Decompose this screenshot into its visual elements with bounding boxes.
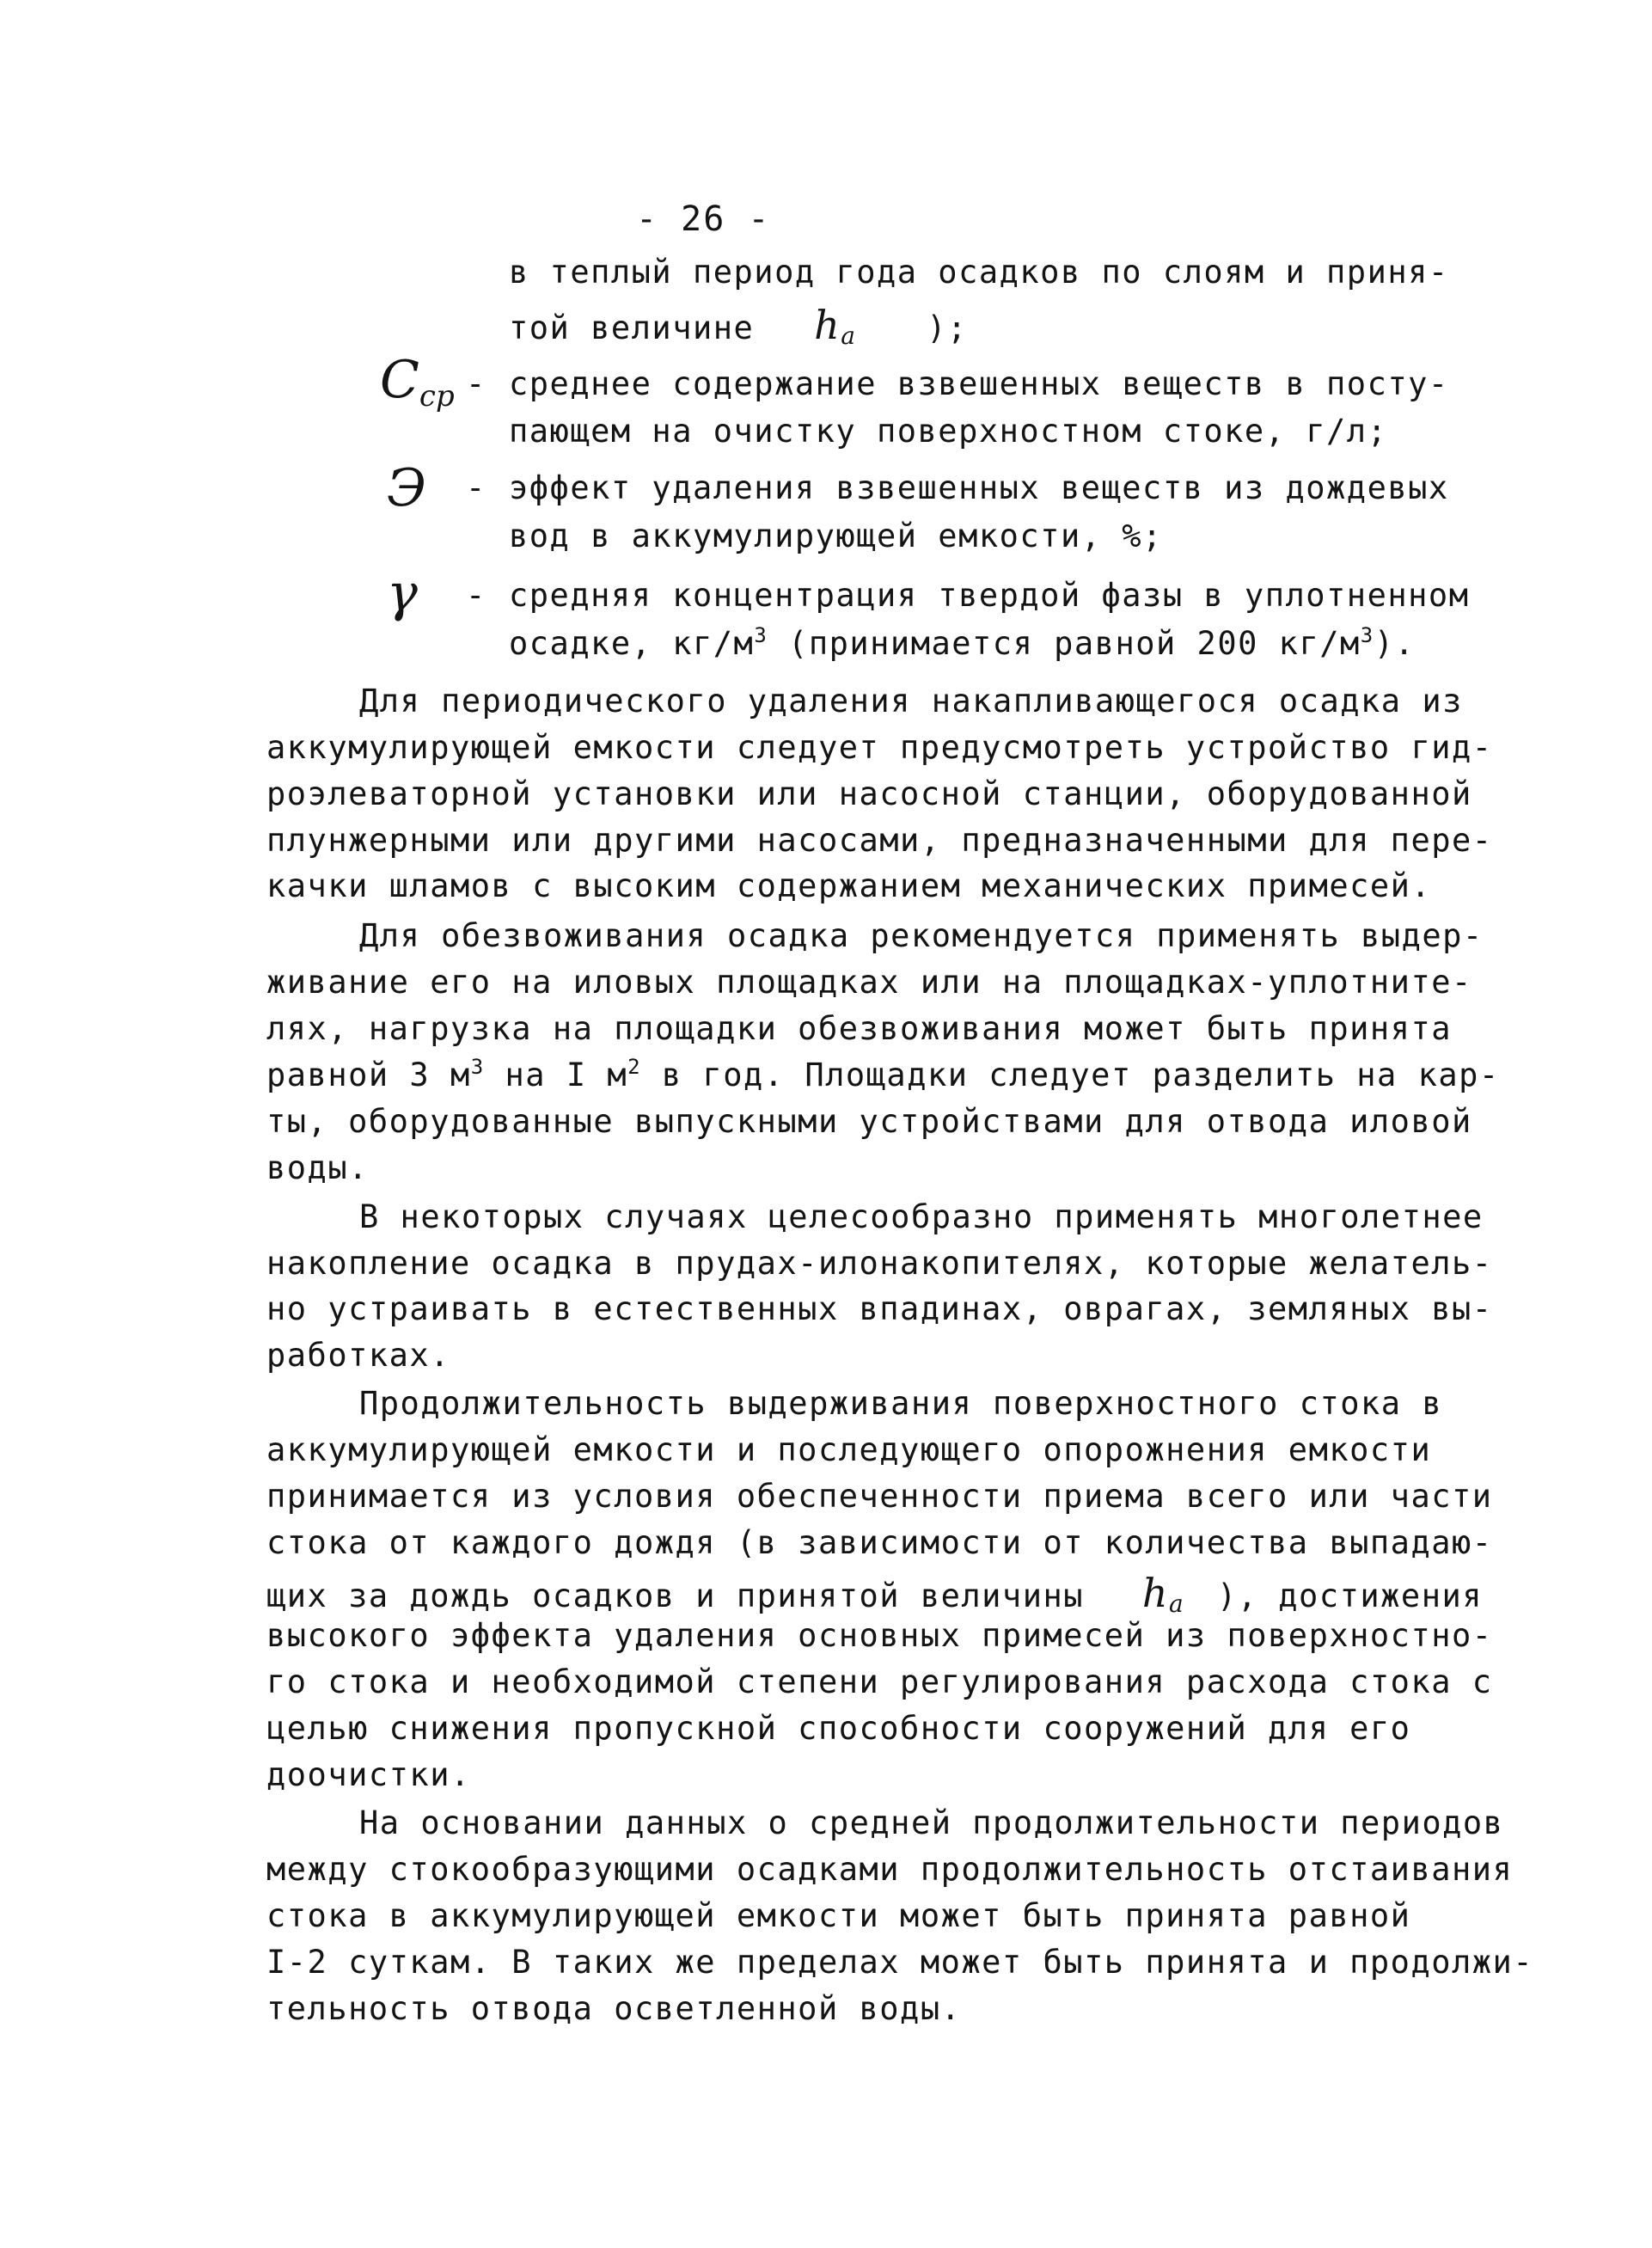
definition-e-line-2: вод в аккумулирующей емкости, %; (509, 518, 1163, 554)
paragraph-1-line-2: аккумулирующей емкости следует предусмотреть устройство гид- (266, 729, 1493, 766)
paragraph-2-line-6: воды. (266, 1149, 369, 1186)
paragraph-2-line-3: лях, нагрузка на площадки обезвоживания может быть принята (266, 1010, 1453, 1047)
paragraph-3-line-2: накопление осадка в прудах-илонакопителях, которые желатель- (266, 1245, 1493, 1282)
paragraph-2-line-1: Для обезвоживания осадка рекомендуется применять выдер- (359, 917, 1484, 954)
paragraph-3-line-4: работках. (266, 1337, 450, 1374)
symbol-h-a: $h_a$ (1141, 1570, 1185, 1618)
paragraph-4-line-1: Продолжительность выдерживания поверхностного стока в (359, 1385, 1443, 1422)
paragraph-1-line-3: роэлеваторной установки или насосной станции, оборудованной (266, 775, 1472, 812)
paragraph-2-line-4: равной 3 $м^3$ на I $м^2$ в год. Площадки следует разделить на кар- (266, 1055, 1500, 1093)
paragraph-4-line-9: доочистки. (266, 1756, 471, 1793)
paragraph-1-line-1: Для периодического удаления накапливающегося осадка из (359, 683, 1463, 720)
definition-c-sr-line-2: пающем на очистку поверхностном стоке, г/л; (509, 413, 1388, 450)
paragraph-4-line-8: целью снижения пропускной способности сооружений для его (266, 1710, 1411, 1747)
paragraph-2-line-2: живание его на иловых площадках или на площадках-уплотните- (266, 964, 1472, 1001)
definition-continuation-text: той величине (509, 309, 755, 346)
definition-c-sr-line-1: среднее содержание взвешенных веществ в посту- (509, 365, 1449, 402)
definition-continuation-line-1: в теплый период года осадков по слоям и приня- (509, 254, 1449, 291)
symbol-h-a: $h_a$ (814, 302, 857, 350)
paragraph-5-line-3: стока в аккумулирующей емкости может быть принята равной (266, 1897, 1411, 1934)
definition-gamma-line-1: средняя концентрация твердой фазы в уплотненном (509, 577, 1470, 614)
definition-e-line-1: эффект удаления взвешенных веществ из дождевых (509, 469, 1449, 506)
paragraph-1-line-4: плунжерными или другими насосами, предназначенными для пере- (266, 822, 1493, 859)
paragraph-4-line-5: щих за дождь осадков и принятой величины $h_a$ ), достижения (266, 1570, 1484, 1618)
definition-dash: - (466, 365, 486, 402)
paragraph-2-line-5: ты, оборудованные выпускными устройствами для отвода иловой (266, 1103, 1472, 1140)
paragraph-3-line-1: В некоторых случаях целесообразно применять многолетнее (359, 1198, 1484, 1235)
symbol-c-sr: $C_{ср}$ (380, 350, 455, 413)
paragraph-4-line-3: принимается из условия обеспеченности приема всего или части (266, 1478, 1493, 1515)
paragraph-3-line-3: но устраивать в естественных впадинах, оврагах, земляных вы- (266, 1290, 1493, 1327)
paragraph-1-line-5: качки шламов с высоким содержанием механических примесей. (266, 867, 1432, 904)
definition-gamma-line-2: осадке, $кг/м^3$ (принимается равной 200 $кг/м^3$). (509, 623, 1416, 662)
symbol-e: Э (387, 458, 426, 518)
paragraph-4-line-4: стока от каждого дождя (в зависимости от количества выпадаю- (266, 1524, 1493, 1561)
definition-dash: - (466, 577, 486, 614)
symbol-gamma: γ (387, 563, 418, 623)
paragraph-4-line-2: аккумулирующей емкости и последующего опорожнения емкости (266, 1431, 1432, 1468)
paragraph-4-line-6: высокого эффекта удаления основных примесей из поверхностно- (266, 1617, 1493, 1654)
paragraph-5-line-4: I-2 суткам. В таких же пределах может быть принята и продолжи- (266, 1944, 1534, 1981)
definition-continuation-line-2 (509, 302, 968, 350)
definition-dash: - (466, 469, 486, 506)
definition-continuation-close: ); (927, 309, 968, 346)
paragraph-5-line-1: На основании данных о средней продолжительности периодов (359, 1804, 1504, 1841)
paragraph-5-line-2: между стокообразующими осадками продолжительность отстаивания (266, 1851, 1514, 1888)
paragraph-5-line-5: тельность отвода осветленной воды. (266, 1990, 962, 2027)
page-number: - 26 - (636, 199, 771, 239)
paragraph-4-line-7: го стока и необходимой степени регулирования расхода стока с (266, 1663, 1493, 1700)
